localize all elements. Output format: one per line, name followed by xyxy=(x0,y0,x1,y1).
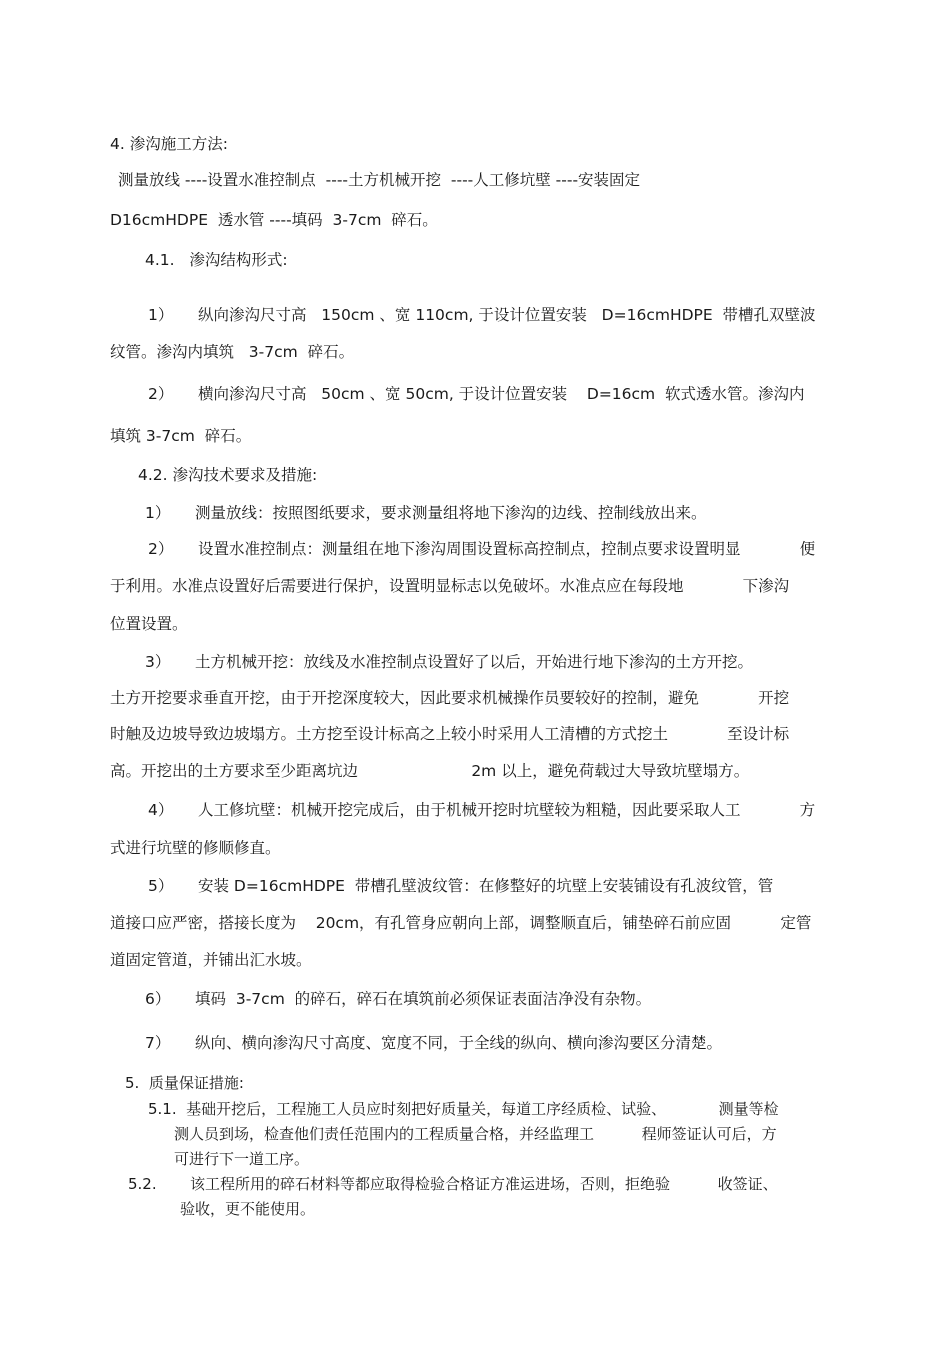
section-4-heading: 4. 渗沟施工方法: xyxy=(110,135,228,153)
item-4-2-2-line-1: 2） 设置水准控制点：测量组在地下渗沟周围设置标高控制点，控制点要求设置明显 便 xyxy=(148,540,816,558)
section-5-heading: 5. 质量保证措施: xyxy=(125,1074,244,1092)
item-4-2-2-line-2: 于利用。水准点设置好后需要进行保护，设置明显标志以免破坏。水准点应在每段地 下渗沟 xyxy=(110,577,790,595)
item-4-1-1-line-2: 纹管。渗沟内填筑 3-7cm 碎石。 xyxy=(110,343,355,361)
item-5-1-line-1: 5.1. 基础开挖后，工程施工人员应时刻把好质量关，每道工序经质检、试验、 测量等检 xyxy=(148,1100,779,1118)
item-4-2-1: 1） 测量放线：按照图纸要求，要求测量组将地下渗沟的边线、控制线放出来。 xyxy=(145,504,707,522)
item-4-2-2-line-3: 位置设置。 xyxy=(110,615,188,633)
item-4-1-2-line-1: 2） 横向渗沟尺寸高 50cm 、宽 50cm, 于设计位置安装 D=16cm 软式透水管。渗沟内 xyxy=(148,385,805,403)
section-4-intro-line-1: 测量放线 ----设置水准控制点 ----土方机械开挖 ----人工修坑壁 ----安装固定 xyxy=(118,171,641,189)
item-5-1-line-3: 可进行下一道工序。 xyxy=(174,1150,310,1168)
item-4-2-4-line-2: 式进行坑壁的修顺修直。 xyxy=(110,839,281,857)
item-4-2-3-line-3: 时触及边坡导致边坡塌方。土方挖至设计标高之上较小时采用人工清槽的方式挖土 至设计标 xyxy=(110,725,790,743)
item-4-2-3-line-1: 3） 土方机械开挖：放线及水准控制点设置好了以后，开始进行地下渗沟的土方开挖。 xyxy=(145,653,753,671)
section-4-intro-line-2: D16cmHDPE 透水管 ----填码 3-7cm 碎石。 xyxy=(110,211,438,229)
item-4-1-1-line-1: 1） 纵向渗沟尺寸高 150cm 、宽 110cm, 于设计位置安装 D=16cmHDPE 带槽孔双壁波 xyxy=(148,306,816,324)
item-5-1-line-2: 测人员到场，检查他们责任范围内的工程质量合格，并经监理工 程师签证认可后，方 xyxy=(174,1125,777,1143)
item-5-2-line-2: 验收，更不能使用。 xyxy=(180,1200,316,1218)
item-4-2-5-line-2: 道接口应严密，搭接长度为 20cm，有孔管身应朝向上部，调整顺直后，铺垫碎石前应固 定管 xyxy=(110,914,812,932)
item-5-2-line-1: 5.2. 该工程所用的碎石材料等都应取得检验合格证方准运进场，否则，拒绝验 收签证、 xyxy=(128,1175,778,1193)
item-4-2-5-line-1: 5） 安装 D=16cmHDPE 带槽孔壁波纹管：在修整好的坑壁上安装铺设有孔波纹管，管 xyxy=(148,877,774,895)
item-4-2-7: 7） 纵向、横向渗沟尺寸高度、宽度不同，于全线的纵向、横向渗沟要区分清楚。 xyxy=(145,1034,722,1052)
subsection-4-2-heading: 4.2. 渗沟技术要求及措施: xyxy=(138,466,318,484)
item-4-2-3-line-4: 高。开挖出的土方要求至少距离坑边 2m 以上，避免荷载过大导致坑壁塌方。 xyxy=(110,762,750,780)
item-4-2-6: 6） 填码 3-7cm 的碎石，碎石在填筑前必须保证表面洁净没有杂物。 xyxy=(145,990,652,1008)
item-4-2-4-line-1: 4） 人工修坑壁：机械开挖完成后，由于机械开挖时坑壁较为粗糙，因此要采取人工 方 xyxy=(148,801,816,819)
item-4-1-2-line-2: 填筑 3-7cm 碎石。 xyxy=(110,427,252,445)
subsection-4-1-heading: 4.1. 渗沟结构形式: xyxy=(145,251,288,269)
item-4-2-5-line-3: 道固定管道，并铺出汇水坡。 xyxy=(110,951,312,969)
item-4-2-3-line-2: 土方开挖要求垂直开挖，由于开挖深度较大，因此要求机械操作员要较好的控制，避免 开挖 xyxy=(110,689,790,707)
